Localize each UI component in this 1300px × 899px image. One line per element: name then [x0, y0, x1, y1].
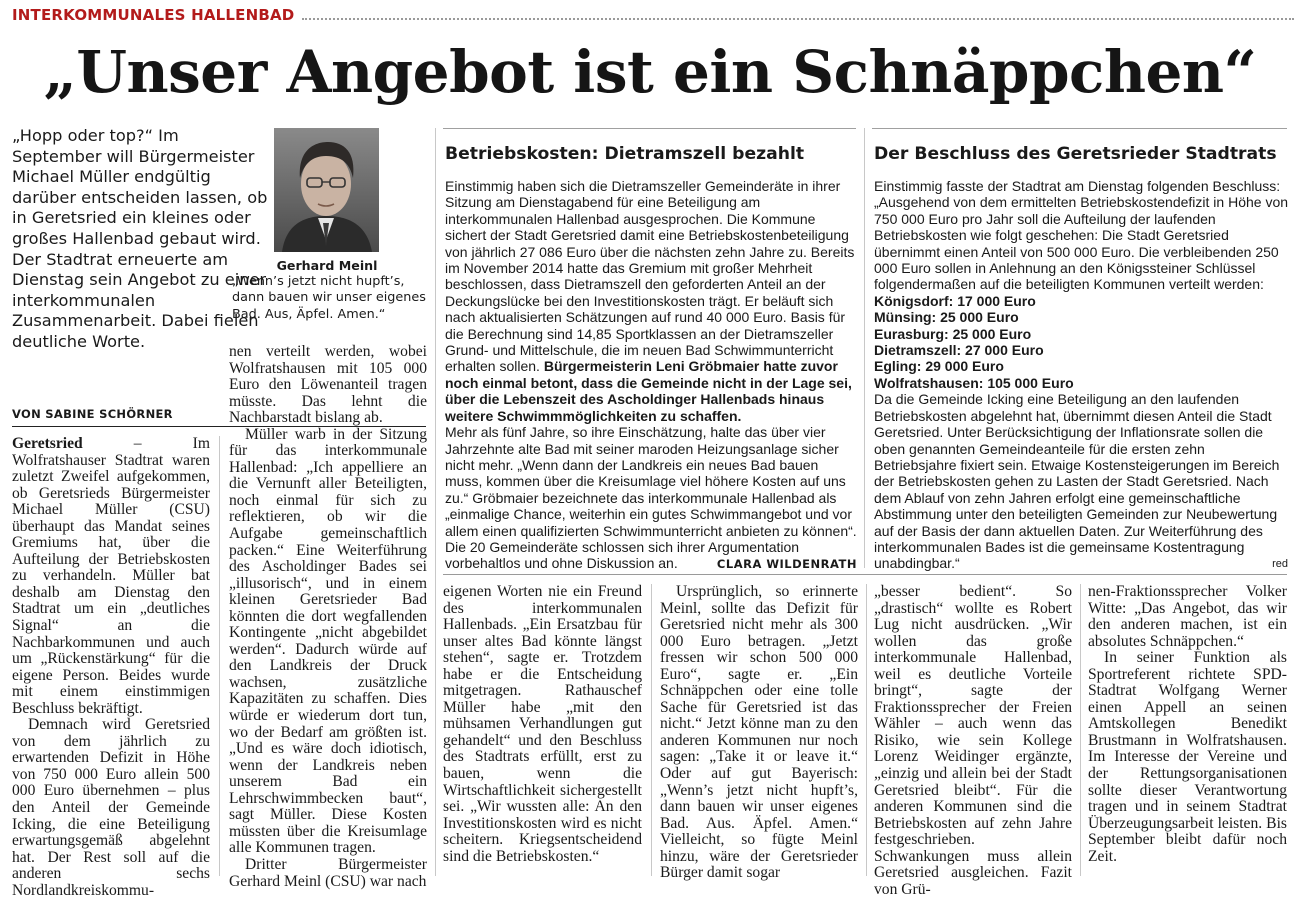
column-separator — [219, 436, 220, 876]
article-paragraph: Ursprünglich, so erinnerte Meinl, sollte das Defizit für Geretsried nicht mehr als 300 000 Euro betragen. „Jetzt fressen wir schon 500 000 Euro“, sagte er. „Ein Schnäppchen oder eine tolle Sache für Geretsried ist das nicht.“ Jetzt könne man zu den anderen Kommunen nur noch sagen: „Take it or leave it.“ Oder auf gut Bayerisch: „Wenn’s jetzt nicht hupft’s, dann bauen wir unser eigenes Bad. Aus. Äpfel. Amen.“ Vielleicht, so fügte Meinl hinzu, wäre der Geretsrieder Bürger damit sogar — [660, 583, 858, 882]
column-separator — [435, 128, 436, 876]
article-paragraph: nen-Fraktionssprecher Volker Witte: „Das Angebot, das wir den anderen machen, ist ein absolutes Schnäppchen.“ — [1088, 583, 1287, 650]
article-column-1 — [12, 435, 210, 899]
article-paragraph: „besser bedient“. So „drastisch“ wollte es Robert Lug nicht ausdrücken. „Wir wollen das große interkommunale Hallenbad, weil es deutliche Vorteile bringt“, sagte der Fraktionssprecher der Freien Wähler – auch wenn das Risiko, wie sein Kollege Lorenz Weidinger ergänzte, „einzig und allein bei der Stadt Geretsried bleibt“. Für die anderen Kommunen sind die Betriebskosten auf zehn Jahre festgeschrieben. Schwankungen muss allein Geretsried ausgleichen. Fazit von Grü- — [874, 583, 1072, 898]
article-column-5 — [874, 583, 1072, 898]
share-item: Königsdorf: 17 000 Euro — [874, 292, 1036, 309]
share-item: Dietramszell: 27 000 Euro — [874, 342, 1044, 359]
box-author: CLARA WILDENRATH — [716, 556, 857, 571]
share-item: Egling: 29 000 Euro — [874, 358, 1004, 375]
box-paragraph-bold: Bürgermeisterin Leni Gröbmaier hatte zuvor noch einmal betont, dass die Gemeinde nicht in der Lage sei, über die Lebenszeit des Ascholdinger Hallenbads hinaus weitere Schwimmmöglichkeiten zu schaffen. — [445, 358, 852, 424]
article-paragraph: nen verteilt werden, wobei Wolfratshausen mit 105 000 Euro den Löwenanteil tragen müsste. Das lehnt die Nachbarstadt bislang ab. — [229, 343, 427, 427]
article-paragraph: eigenen Worten nie ein Freund des interkommunalen Hallenbads. „Ein Ersatzbau für unser altes Bad könnte längst stehen“, sagte er. Trotzdem habe er die Entscheidung mitgetragen. Rathauschef Müller habe „mit den mühsamen Verhandlungen gut gehandelt“ und den Beschluss des Stadtrats erfüllt, erst zu bauen, wenn die Wirtschaftlichkeit sichergestellt sei. „Wir wussten alle: An den Investitionskosten wird es nicht scheitern. Kriegsentscheidend sind die Betriebskosten.“ — [443, 583, 642, 865]
boxes-bottom-rule — [443, 574, 1287, 575]
column-separator — [651, 584, 652, 876]
column-separator — [864, 128, 865, 568]
box-title-beschluss: Der Beschluss des Geretsrieder Stadtrats — [874, 144, 1277, 164]
box-signature: red — [1272, 557, 1288, 570]
byline: VON SABINE SCHÖRNER — [12, 407, 426, 427]
kicker-dotted-rule — [302, 10, 1294, 20]
photo-caption-name: Gerhard Meinl — [276, 258, 378, 273]
box-top-rule — [872, 128, 1287, 129]
headline: „Unser Angebot ist ein Schnäppchen“ — [43, 38, 1257, 106]
photo-caption-quote: „Wenn’s jetzt nicht hupft’s, dann bauen wir unser eigenes Bad. Aus, Äpfel. Amen.“ — [232, 274, 426, 322]
box-top-rule — [443, 128, 856, 129]
share-item: Eurasburg: 25 000 Euro — [874, 325, 1032, 342]
box-paragraph: Mehr als fünf Jahre, so ihre Einschätzung, halte das über vier Jahrzehnte alte Bad mit seiner maroden Heizungsanlage sicher nicht mehr. „Wenn dann der Landkreis ein neues Bad bauen muss, kommen über die Kreisumlage viel höhere Kosten auf uns zu.“ Gröbmaier bezeichnete das interkommunale Hallenbad als „einmalige Chance, weiterhin ein gutes Schwimmangebot und vor allem einen qualifizierten Schwimmunterricht anbieten zu können“. Die 20 Gemeinderäte schlossen sich ihrer Argumentation vorbehaltlos und ohne Diskussion an. — [445, 424, 857, 572]
box-paragraph: Da die Gemeinde Icking eine Beteiligung an den laufenden Betriebskosten abgelehnt hat, übernimmt diesen Anteil die Stadt Geretsried. Unter Berücksichtigung der Inflationsrate sollen die oben genannten Gemeindeanteile für die ersten zehn Betriebsjahre fixiert sein. Etwaige Kostensteigerungen im Bereich der Betriebskosten gehen zu Lasten der Stadt Geretsried. Nach dem Ablauf von zehn Jahren erfolgt eine gemeinschaftliche Abstimmung unter den beteiligten Gemeinden zur Neubewertung auf der Basis der dann aktuellen Daten. Zur Weiterführung des interkommunalen Bades ist die gemeinsame Kostentragung unabdingbar.“ — [874, 391, 1280, 572]
article-paragraph: Dritter Bürgermeister Gerhard Meinl (CSU) war nach — [229, 855, 427, 890]
article-paragraph: Demnach wird Geretsried von dem jährlich zu erwartenden Defizit in Höhe von 750 000 Euro allein 500 000 Euro übernehmen – plus den Anteil der Gemeinde Icking, die eine Beteiligung erwartungsgemäß abgelehnt hat. Der Rest soll auf die anderen sechs Nordlandkreiskommu- — [12, 716, 210, 899]
portrait-image — [274, 128, 379, 252]
box-paragraph: Einstimmig haben sich die Dietramszeller Gemeinderäte in ihrer Sitzung am Dienstagabend für eine Beteiligung am interkommunalen Hallenbad ausgesprochen. Die Kommune sichert der Stadt Geretsried damit eine Betriebskostenbeteiligung von jährlich 27 086 Euro über die nächsten zehn Jahre zu. Bereits im November 2014 hatte das Gremium mit großer Mehrheit beschlossen, dass Dietramszell den geforderten Anteil an der Deckungslücke bei den Investitionskosten trägt. Er beläuft sich nach aktualisierten Schätzungen auf rund 40 000 Euro. Basis für die Berechnung sind 14,85 Sportklassen an der Dietramszeller Grund- und Mittelschule, die im neuen Bad Schwimmunterricht erhalten sollen. — [445, 178, 855, 375]
article-paragraph: Müller warb in der Sitzung für das interkommunale Hallenbad: „Ich appelliere an die Vernunft aller Beteiligten, noch einmal für sich zu reflektieren, ob wir die Aufgabe gemeinschaftlich packen.“ Eine Weiterführung des Ascholdinger Bades sei „illusorisch“, und in einem kleinen Geretsrieder Bad könnten die dort wegfallenden Kontingente „nicht abgebildet werden“. Dadurch würde auf den Landkreis der Druck wachsen, zusätzliche Kapazitäten zu schaffen. Dies würde er wiederum dort tun, wo der Bedarf am größten ist. „Und es wäre doch idiotisch, wenn der Landkreis neben unserem Bad ein Lehrschwimmbecken baut“, sagt Müller. Diese Kosten müssten über die Kreisumlage alle Kommunen tragen. — [229, 425, 427, 857]
box-title-dietramszell: Betriebskosten: Dietramszell bezahlt — [445, 144, 805, 164]
article-column-4 — [660, 583, 858, 882]
portrait-photo — [274, 128, 379, 252]
kicker — [12, 6, 1294, 24]
article-paragraph: In seiner Funktion als Sportreferent richtete SPD-Stadtrat Wolfgang Werner einen Appell an seinen Amtskollegen Benedikt Brustmann in Wolfratshausen. Im Interesse der Vereine und der Rettungsorganisationen sollte dieser Verantwortung tragen und in seinem Stadtrat Überzeugungsarbeit leisten. Bis September bleibt dafür noch Zeit. — [1088, 649, 1287, 865]
article-column-6 — [1088, 584, 1287, 876]
box-dietramszell — [445, 178, 857, 572]
article-column-3 — [443, 584, 642, 876]
box-beschluss — [874, 178, 1289, 572]
article-paragraph: – Im Wolfratshauser Stadtrat waren zuletzt Zweifel aufgekommen, ob Geretsrieds Bürgermeister Michael Müller (CSU) überhaupt das Mandat seines Gremiums hat, über die Aufteilung der Betriebskosten zu verhandeln. Müller bat deshalb am Dienstag den Stadtrat um ein „deutliches Signal“ an die Nachbarkommunen und auch um „Rückenstärkung“ für die eigene Person. Beides wurde mit einem einstimmigen Beschluss bekräftigt. — [12, 435, 210, 717]
column-separator — [866, 584, 867, 876]
article-column-2 — [229, 343, 427, 890]
box-paragraph: Einstimmig fasste der Stadtrat am Dienstag folgenden Beschluss: „Ausgehend von dem ermittelten Betriebskostendefizit in Höhe von 750 000 Euro pro Jahr soll die Aufteilung der laufenden Betriebskosten wie folgt geschehen: Die Stadt Geretsried übernimmt einen Anteil von 500 000 Euro. Die verbleibenden 250 000 Euro sollen in Anlehnung an den Königssteiner Schlüssel folgendermaßen auf die beteiligten Kommunen verteilt werden: — [874, 178, 1289, 293]
share-item: Wolfratshausen: 105 000 Euro — [874, 374, 1074, 391]
column-separator — [1080, 584, 1081, 876]
dateline: Geretsried — [12, 435, 83, 452]
share-item: Münsing: 25 000 Euro — [874, 309, 1019, 326]
kicker-text: INTERKOMMUNALES HALLENBAD — [12, 6, 295, 24]
teaser-text: „Hopp oder top?“ Im September will Bürgermeister Michael Müller endgültig darüber entscheiden lassen, ob in Geretsried ein kleines oder großes Hallenbad gebaut wird. Der Stadtrat erneuerte am Dienstag sein Angebot zu einer interkommunalen Zusammenarbeit. Dabei fielen deutliche Worte. — [12, 126, 268, 351]
